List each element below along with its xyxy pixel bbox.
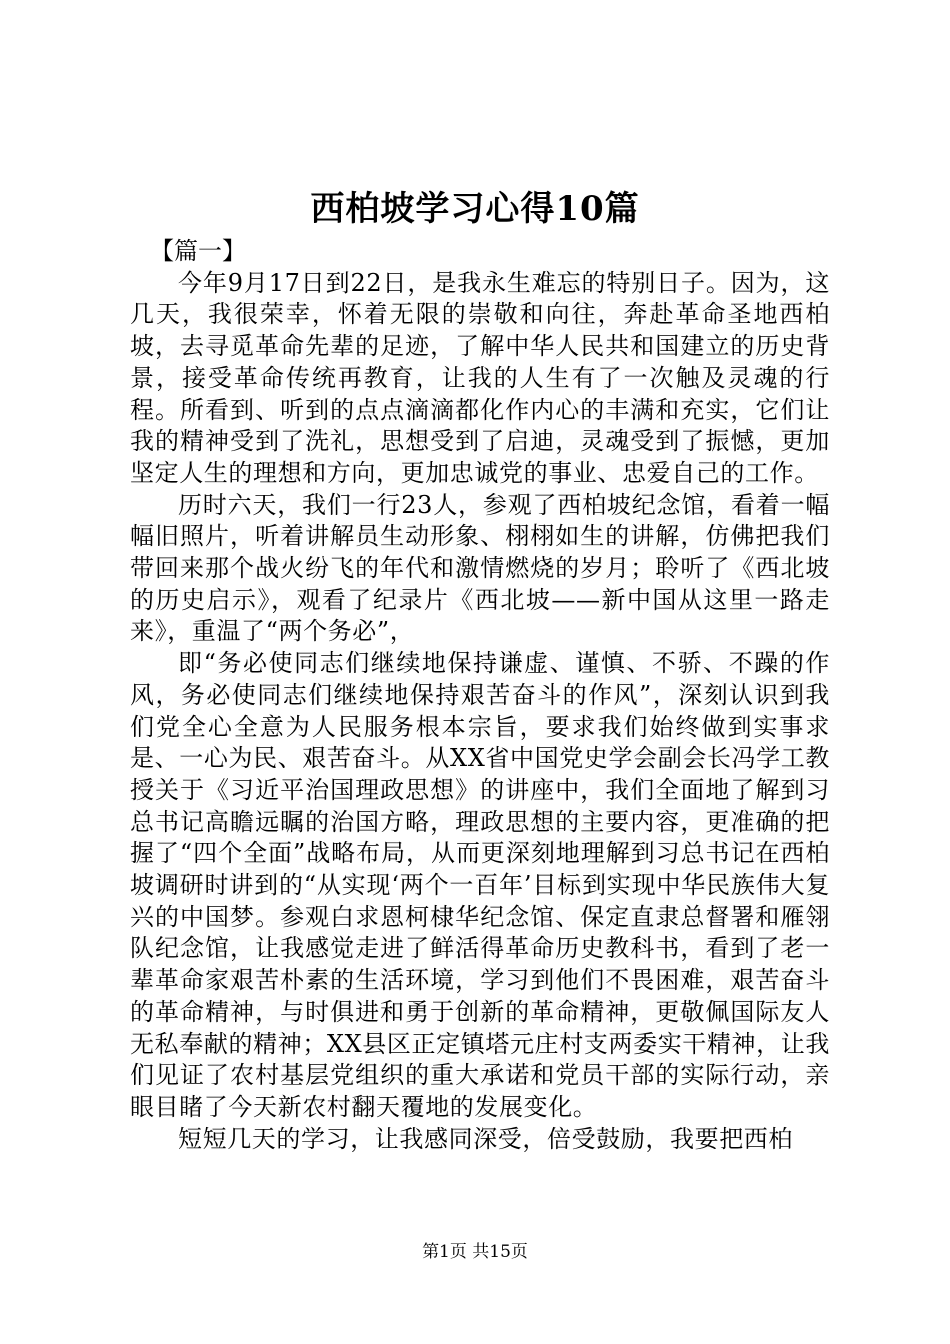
paragraph-2: 历时六天，我们一行23人，参观了西柏坡纪念馆，看着一幅幅旧照片，听着讲解员生动形象、栩栩如生的讲解，仿佛把我们带回来那个战火纷飞的年代和激情燃烧的岁月；聆听了《西北坡的历史启示》，观看了纪录片《西北坡——新中国从这里一路走来》，重温了“两个务必”， <box>130 490 830 646</box>
document-body <box>130 236 830 1155</box>
paragraph-4: 短短几天的学习，让我感同深受，倍受鼓励，我要把西柏 <box>178 1124 793 1153</box>
paragraph-1: 今年9月17日到22日，是我永生难忘的特别日子。因为，这几天，我很荣幸，怀着无限的崇敬和向往，奔赴革命圣地西柏坡，去寻觅革命先辈的足迹，了解中华人民共和国建立的历史背景，接受革命传统再教育，让我的人生有了一次触及灵魂的行程。所看到、听到的点点滴滴都化作内心的丰满和充实，它们让我的精神受到了洗礼，思想受到了启迪，灵魂受到了振憾，更加坚定人生的理想和方向，更加忠诚党的事业、忠爱自己的工作。 <box>130 268 830 487</box>
document-title: 西柏坡学习心得10篇 <box>310 189 640 229</box>
page-footer: 第1页 共15页 <box>422 1242 528 1262</box>
paragraph-3: 即“务必使同志们继续地保持谦虚、谨慎、不骄、不躁的作风，务必使同志们继续地保持艰苦奋斗的作风”，深刻认识到我们党全心全意为人民服务根本宗旨，要求我们始终做到实事求是、一心为民、艰苦奋斗。从XX省中国党史学会副会长冯学工教授关于《习近平治国理政思想》的讲座中，我们全面地了解到习总书记高瞻远瞩的治国方略，理政思想的主要内容，更准确的把握了“四个全面”战略布局，从而更深刻地理解到习总书记在西柏坡调研时讲到的“从实现‘两个一百年’目标到实现中华民族伟大复兴的中国梦。参观白求恩柯棣华纪念馆、保定直隶总督署和雁翎队纪念馆，让我感觉走进了鲜活得革命历史教科书，看到了老一辈革命家艰苦朴素的生活环境，学习到他们不畏困难，艰苦奋斗的革命精神，与时俱进和勇于创新的革命精神，更敬佩国际友人无私奉献的精神；XX县区正定镇塔元庄村支两委实干精神，让我们见证了农村基层党组织的重大承诺和党员干部的实际行动，亲眼目睹了今天新农村翻天覆地的发展变化。 <box>130 649 830 1121</box>
section-label: 【篇一】 <box>150 237 246 265</box>
